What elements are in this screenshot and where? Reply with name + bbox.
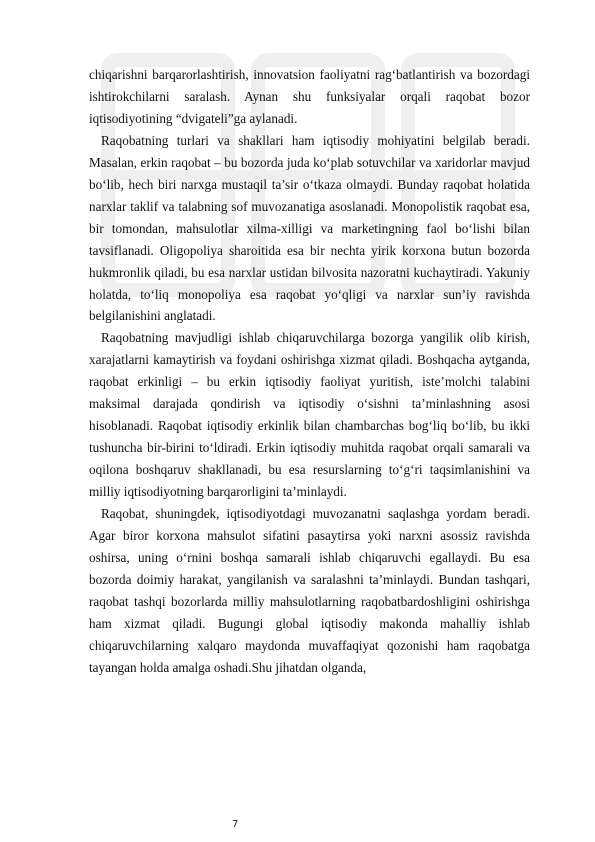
- paragraph-competition-benefits: Raqobatning mavjudligi ishlab chiqaruvchilarga bozorga yangilik olib kirish, xarajatlarni kamaytirish va foydani oshirishga xizmat qiladi. Boshqacha aytganda, raqobat erkinligi – bu erkin iqtisodiy faoliyat yuritish, iste’molchi talabini maksimal darajada qondirish va iqtisodiy o‘sishni ta’minlashning asosi hisoblanadi. Raqobat iqtisodiy erkinlik bilan chambarchas bog‘liq bo‘lib, bu ikki tushuncha bir-birini to‘ldiradi. Erkin iqtisodiy muhitda raqobat orqali samarali va oqilona boshqaruv shakllanadi, bu esa resurslarning to‘g‘ri taqsimlanishini va milliy iqtisodiyotning barqarorligini ta’minlaydi.: [89, 330, 530, 500]
- page-number: 7: [232, 819, 239, 830]
- paragraph-competition-balance: Raqobat, shuningdek, iqtisodiyotdagi muvozanatni saqlashga yordam beradi. Agar biror korxona mahsulot sifatini pasaytirsa yoki narxni asossiz ravishda oshirsa, uning o‘rnini boshqa samarali ishlab chiqaruvchi egallaydi. Bu esa bozorda doimiy harakat, yangilanish va saralashni ta’minlaydi. Bundan tashqari, raqobat tashqi bozorlarda milliy mahsulotlarning raqobatbardoshligini oshirishga ham xizmat qiladi. Bugungi global iqtisodiy makonda mahalliy ishlab chiqaruvchilarning xalqaro maydonda muvaffaqiyat qozonishi ham raqobatga tayangan holda amalga oshadi.Shu jihatdan olganda,: [89, 506, 530, 675]
- paragraph-continuation: chiqarishni barqarorlashtirish, innovatsion faoliyatni rag‘batlantirish va bozordagi ishtirokchilarni saralash. Aynan shu funksiyalar orqali raqobat bozor iqtisodiyotining “dvigateli”ga aylanadi.: [89, 67, 530, 126]
- body-text: [89, 64, 530, 679]
- paragraph-competition-types: Raqobatning turlari va shakllari ham iqtisodiy mohiyatini belgilab beradi. Masalan, erkin raqobat – bu bozorda juda ko‘plab sotuvchilar va xaridorlar mavjud bo‘lib, hech biri narxga mustaqil ta’sir o‘tkaza olmaydi. Bunday raqobat holatida narxlar taklif va talabning sof muvozanatiga asoslanadi. Monopolistik raqobat esa, bir tomondan, mahsulotlar xilma-xilligi va marketingning faol bo‘lishi bilan tavsiflanadi. Oligopoliya sharoitida esa bir nechta yirik korxona butun bozorda hukmronlik qiladi, bu esa narxlar ustidan bilvosita nazoratni kuchaytiradi. Yakuniy holatda, to‘liq monopoliya esa raqobat yo‘qligi va narxlar sun’iy ravishda belgilanishini anglatadi.: [89, 132, 530, 324]
